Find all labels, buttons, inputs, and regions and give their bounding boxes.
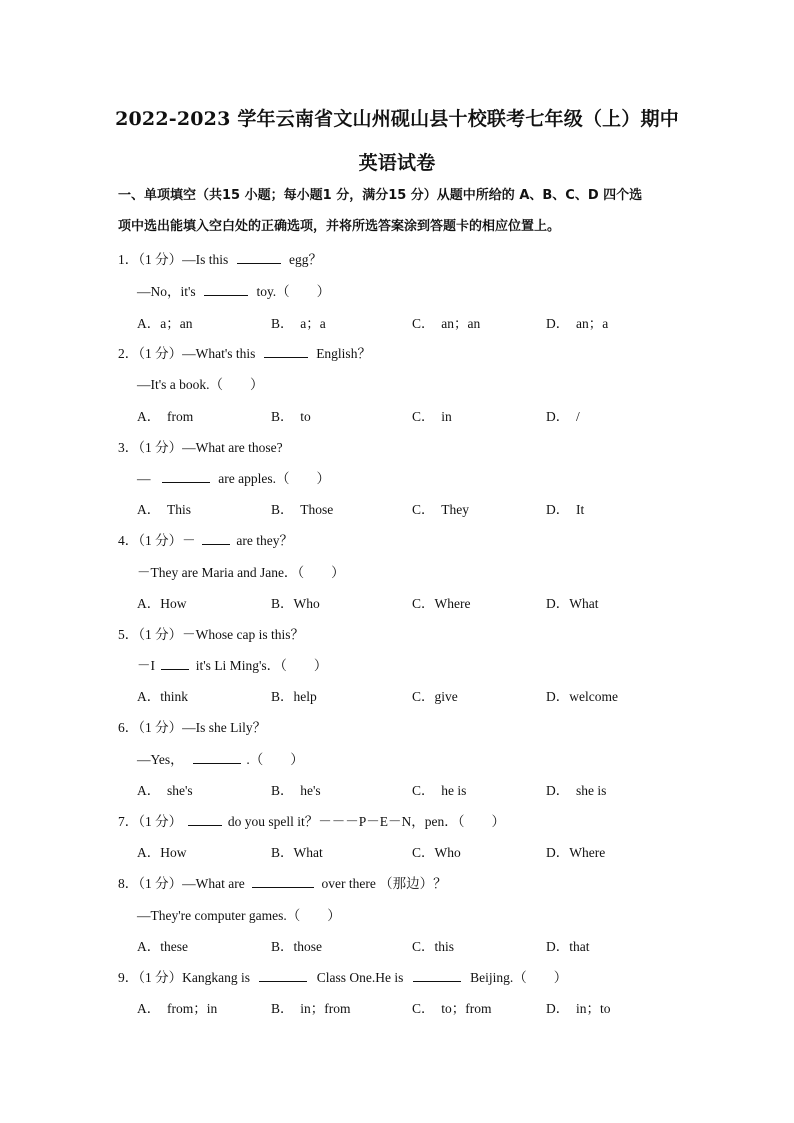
- exam-title-line2: 英语试卷: [358, 152, 436, 174]
- question-3-option-a: A． This: [137, 502, 191, 517]
- answer-blank: [237, 252, 281, 264]
- question-4-option-b: B．Who: [271, 596, 320, 611]
- question-6-stem: 6．（1 分）—Is she Lily？: [118, 720, 267, 735]
- question-8-option-b: B．those: [271, 939, 323, 954]
- question-9-option-b: B． in；from: [271, 1001, 351, 1016]
- question-6-reply: —Yes， .（ ）: [137, 752, 304, 767]
- question-7-option-c: C．Who: [412, 845, 461, 860]
- question-7-stem: 7．（1 分） do you spell it？－－－P－E－N，pen．（ ）: [118, 814, 505, 829]
- question-1-option-c: C． an；an: [412, 316, 481, 331]
- question-4-stem: 4．（1 分）－ are they？: [118, 533, 293, 548]
- answer-blank: [413, 970, 461, 982]
- question-9-option-d: D． in；to: [546, 1001, 611, 1016]
- question-5-option-c: C．give: [412, 689, 458, 704]
- section-instructions-line1: 一、单项填空（共15 小题；每小题1 分，满分15 分）从题中所给的 A、B、C、D 四个选: [118, 188, 643, 203]
- question-6-option-a: A． she's: [137, 783, 193, 798]
- question-2-option-d: D． /: [546, 409, 580, 424]
- question-2-stem: 2．（1 分）—What's this English？: [118, 346, 371, 361]
- question-5-option-b: B．help: [271, 689, 317, 704]
- section-instructions-line2: 项中选出能填入空白处的正确选项，并将所选答案涂到答题卡的相应位置上。: [118, 219, 561, 234]
- question-2-option-b: B． to: [271, 409, 311, 424]
- question-1-option-a: A．a；an: [137, 316, 193, 331]
- question-3-reply: — are apples.（ ）: [137, 471, 330, 486]
- question-5-option-d: D．welcome: [546, 689, 618, 704]
- question-2-option-c: C． in: [412, 409, 452, 424]
- question-9-option-a: A． from；in: [137, 1001, 218, 1016]
- question-1-option-b: B． a；a: [271, 316, 326, 331]
- question-3-stem: 3．（1 分）—What are those?: [118, 440, 283, 455]
- answer-blank: [264, 346, 308, 358]
- exam-title-line1: 2022-2023 学年云南省文山州砚山县十校联考七年级（上）期中: [115, 108, 679, 130]
- question-8-option-d: D．that: [546, 939, 590, 954]
- question-3-option-d: D． It: [546, 502, 585, 517]
- question-3-option-b: B． Those: [271, 502, 334, 517]
- question-4-option-c: C．Where: [412, 596, 471, 611]
- question-2-reply: —It's a book.（ ）: [137, 377, 264, 392]
- question-6-option-b: B． he's: [271, 783, 321, 798]
- question-8-option-c: C．this: [412, 939, 455, 954]
- question-7-option-a: A．How: [137, 845, 187, 860]
- question-6-option-d: D． she is: [546, 783, 607, 798]
- answer-blank: [204, 284, 248, 296]
- answer-blank: [193, 752, 241, 764]
- question-8-stem: 8．（1 分）—What are over there （那边）？: [118, 876, 447, 891]
- question-4-option-d: D．What: [546, 596, 599, 611]
- question-5-stem: 5．（1 分）－Whose cap is this？: [118, 627, 304, 642]
- answer-blank: [259, 970, 307, 982]
- question-1-reply: —No，it's toy.（ ）: [137, 284, 331, 299]
- question-9-option-c: C． to；from: [412, 1001, 492, 1016]
- question-7-option-b: B．What: [271, 845, 323, 860]
- question-4-reply: －They are Maria and Jane．（ ）: [137, 565, 345, 580]
- question-1-stem: 1．（1 分）—Is this egg？: [118, 252, 323, 267]
- answer-blank: [188, 814, 222, 826]
- answer-blank: [252, 876, 314, 888]
- question-8-reply: —They're computer games.（ ）: [137, 908, 341, 923]
- question-9-stem: 9．（1 分）Kangkang is Class One.He is Beijing.（ ）: [118, 970, 568, 985]
- question-2-option-a: A． from: [137, 409, 194, 424]
- question-8-option-a: A．these: [137, 939, 188, 954]
- question-5-option-a: A．think: [137, 689, 189, 704]
- question-3-option-c: C． They: [412, 502, 469, 517]
- answer-blank: [161, 658, 189, 670]
- question-6-option-c: C． he is: [412, 783, 467, 798]
- question-7-option-d: D．Where: [546, 845, 606, 860]
- question-1-option-d: D． an；a: [546, 316, 609, 331]
- question-5-reply: －I it's Li Ming's．（ ）: [137, 658, 328, 673]
- answer-blank: [162, 471, 210, 483]
- answer-blank: [202, 533, 230, 545]
- question-4-option-a: A．How: [137, 596, 187, 611]
